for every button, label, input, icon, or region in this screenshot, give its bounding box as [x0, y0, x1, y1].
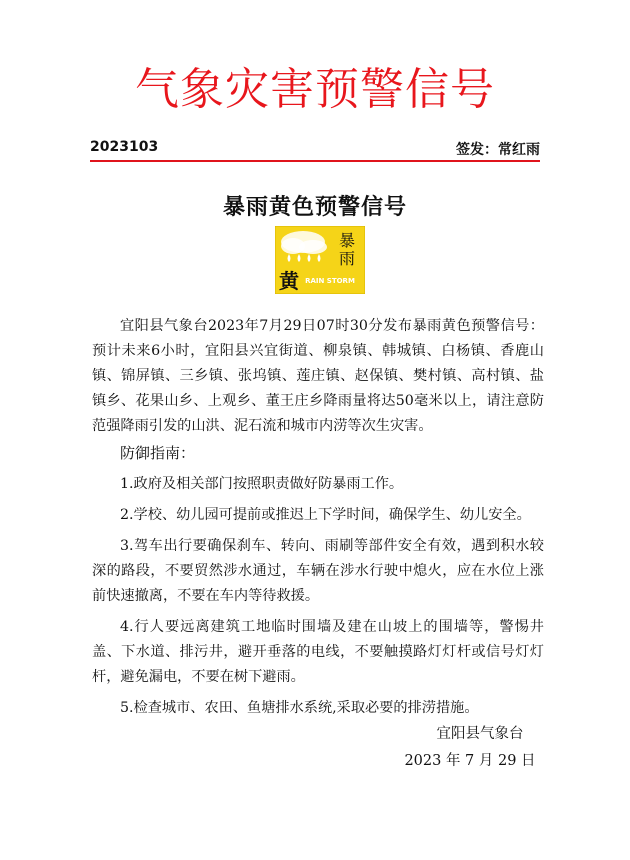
warning-body — [92, 314, 544, 721]
guide-item: 2.学校、幼儿园可提前或推迟上下学时间，确保学生、幼儿安全。 — [120, 507, 531, 523]
badge-level-char: 黄 — [279, 269, 299, 293]
issuer: 宜阳县气象台 — [436, 726, 524, 742]
issue-date: 2023 年 7 月 29 日 — [404, 753, 536, 769]
guide-item: 3.驾车出行要确保刹车、转向、雨刷等部件安全有效，遇到积水较深的路段，不要贸然涉水通过，车辆在涉水行驶中熄火，应在水位上涨前快速撤离，不要在车内等待救援。 — [92, 538, 544, 604]
guide-heading: 防御指南： — [120, 444, 196, 462]
badge-english-label: RAIN STORM — [305, 277, 355, 285]
warning-title: 暴雨黄色预警信号 — [222, 195, 407, 220]
guide-item: 5.检查城市、农田、鱼塘排水系统,采取必要的排涝措施。 — [120, 700, 479, 716]
guide-item: 1.政府及相关部门按照职责做好防暴雨工作。 — [120, 476, 404, 492]
badge-char-top: 暴 — [338, 231, 356, 250]
rainstorm-yellow-badge — [275, 226, 365, 294]
warning-paragraph: 宜阳县气象台2023年7月29日07时30分发布暴雨黄色预警信号：预计未来6小时，宜阳县兴宜街道、柳泉镇、韩城镇、白杨镇、香鹿山镇、锦屏镇、三乡镇、张坞镇、莲庄镇、赵保镇、樊村镇、高村镇、盐镇乡、花果山乡、上观乡、董王庄乡降雨量将达50毫米以上，请注意防范强降雨引发的山洪、泥石流和城市内涝等次生灾害。 — [92, 318, 544, 434]
signer: 签发：常红雨 — [456, 142, 540, 158]
red-divider — [90, 160, 540, 162]
guide-item: 4.行人要远离建筑工地临时围墙及建在山坡上的围墙等，警惕井盖、下水道、排污井，避开垂落的电线，不要触摸路灯灯杆或信号灯灯杆，避免漏电，不要在树下避雨。 — [92, 619, 544, 685]
badge-char-bottom: 雨 — [338, 249, 356, 268]
masthead-title: 气象灾害预警信号 — [135, 64, 495, 115]
meta-row — [90, 139, 540, 161]
document-number: 2023103 — [90, 139, 159, 155]
